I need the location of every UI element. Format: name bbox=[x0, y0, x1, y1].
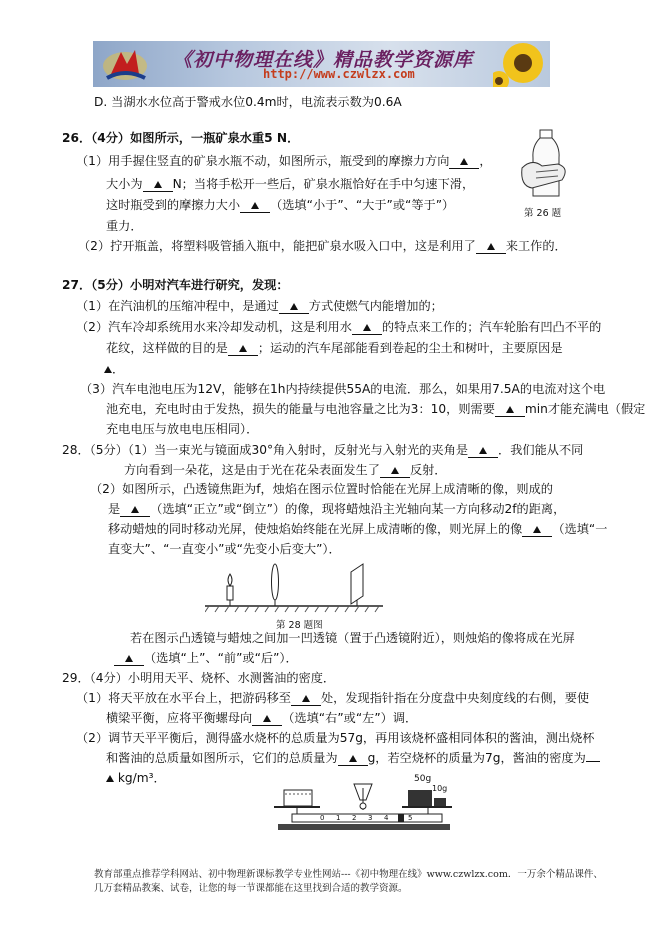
triangle-icon bbox=[363, 324, 371, 331]
answer-blank bbox=[252, 712, 282, 726]
q25-option-d: D. 当湖水水位高于警戒水位0.4m时，电流表示数为0.6A bbox=[94, 95, 402, 109]
q27-line3: 花纹，这样做的目的是 ；运动的汽车尾部能看到卷起的尘土和树叶，主要原因是 bbox=[106, 341, 563, 355]
triangle-icon bbox=[302, 695, 310, 702]
triangle-icon bbox=[154, 181, 162, 188]
q27-line2: （2）汽车冷却系统用水来冷却发动机，这是利用水 的特点来工作的；汽车轮胎有凹凸不平的 bbox=[76, 320, 602, 334]
q27-line4: ． bbox=[104, 361, 124, 377]
q26-line5: （2）拧开瓶盖，将塑料吸管插入瓶中，能把矿泉水吸入口中，这是利用了 来工作的． bbox=[78, 239, 567, 253]
header-banner bbox=[93, 41, 550, 87]
weight-50g-label: 50g bbox=[414, 774, 432, 784]
answer-blank bbox=[380, 464, 410, 478]
answer-blank bbox=[522, 523, 552, 537]
answer-blank bbox=[352, 321, 382, 335]
scale-tick-3: 3 bbox=[368, 814, 373, 822]
bottle-in-hand-figure bbox=[518, 128, 578, 206]
triangle-icon bbox=[106, 775, 114, 782]
triangle-icon bbox=[460, 158, 468, 165]
answer-blank bbox=[291, 692, 321, 706]
q29-line5: kg/m³． bbox=[106, 770, 166, 786]
triangle-icon bbox=[479, 447, 487, 454]
q26-figure-caption: 第 26 题 bbox=[524, 208, 562, 219]
q28-line1: 28．（5分）（1）当一束光与镜面成30°角入射时，反射光与入射光的夹角是 ．我们能从不同 bbox=[62, 443, 584, 457]
q26-heading: 26．（4分）如图所示，一瓶矿泉水重5 N． bbox=[62, 131, 300, 145]
q28-line6: 直变大”、“一直变小”或“先变小后变大”）． bbox=[108, 542, 341, 556]
triangle-icon bbox=[506, 406, 514, 413]
q28-line2: 方向看到一朵花，这是由于光在花朵表面发生了 反射． bbox=[124, 463, 447, 477]
answer-blank bbox=[279, 300, 309, 314]
banner-title: 《初中物理在线》精品教学资源库 bbox=[173, 49, 474, 71]
q29-line1: （1）将天平放在水平台上，把游码移至 处，发现指针指在分度盘中央刻度线的右侧，要使 bbox=[76, 691, 590, 705]
balance-figure bbox=[268, 776, 458, 836]
triangle-icon bbox=[125, 655, 133, 662]
answer-blank bbox=[228, 342, 258, 356]
site-logo-icon bbox=[101, 44, 149, 84]
q26-line4: 重力． bbox=[106, 219, 143, 233]
q28-line3: （2）如图所示，凸透镜焦距为f，烛焰在图示位置时恰能在光屏上成清晰的像，则成的 bbox=[90, 482, 553, 496]
triangle-icon bbox=[533, 526, 541, 533]
q27-line7: 充电电压与放电电压相同）． bbox=[106, 422, 259, 436]
triangle-icon bbox=[131, 506, 139, 513]
q28-line7: 若在图示凸透镜与蜡烛之间加一凹透镜（置于凸透镜附近），则烛焰的像将成在光屏 bbox=[130, 631, 575, 645]
q26-line1: （1）用手握住竖直的矿泉水瓶不动，如图所示，瓶受到的摩擦力方向 ， bbox=[76, 154, 492, 168]
q27-line6: 池充电，充电时由于发热，损失的能量与电池容量之比为3：10，则需要 min才能充满电（假定 bbox=[106, 402, 646, 416]
answer-blank bbox=[449, 155, 479, 169]
q29-heading: 29．（4分）小明用天平、烧杯、水测酱油的密度． bbox=[62, 671, 336, 685]
q27-heading: 27．（5分）小明对汽车进行研究，发现： bbox=[62, 278, 289, 292]
q27-line1: （1）在汽油机的压缩冲程中，是通过 方式使燃气内能增加的； bbox=[76, 299, 443, 313]
answer-blank bbox=[495, 403, 525, 417]
footer-line1: 教育部重点推荐学科网站、初中物理新课标教学专业性网站---《初中物理在线》www.czwlzx.com．一万余个精品课件、 bbox=[94, 869, 603, 880]
scale-tick-1: 1 bbox=[336, 814, 341, 822]
answer-blank bbox=[120, 503, 150, 517]
answer-blank bbox=[476, 240, 506, 254]
q29-line2: 横梁平衡，应将平衡螺母向 （选填“右”或“左”）调． bbox=[106, 711, 418, 725]
q26-line2: 大小为 N；当将手松开一些后，矿泉水瓶恰好在手中匀速下滑， bbox=[106, 177, 475, 191]
triangle-icon bbox=[263, 715, 271, 722]
triangle-icon bbox=[349, 755, 357, 762]
q26-line3: 这时瓶受到的摩擦力大小 （选填“小于”、“大于”或“等于”） bbox=[106, 198, 455, 212]
q28-line8: （选填“上”、“前”或“后”）． bbox=[114, 650, 298, 666]
q27-line5: （3）汽车电池电压为12V，能够在1h内持续提供55A的电流．那么，如果用7.5A的电流对这个电 bbox=[80, 382, 606, 396]
triangle-icon bbox=[104, 366, 112, 373]
answer-blank bbox=[338, 752, 368, 766]
q28-line4: 是 （选填“正立”或“倒立”）的像，现将蜡烛沿主光轴向某一方向移动2f的距离， bbox=[108, 502, 566, 516]
scale-tick-4: 4 bbox=[384, 814, 389, 822]
q28-figure-caption: 第 28 题图 bbox=[276, 620, 323, 631]
triangle-icon bbox=[487, 243, 495, 250]
footer-line2: 几万套精品教案、试卷，让您的每一节课都能在这里找到合适的教学资源。 bbox=[94, 883, 408, 894]
scale-tick-5: 5 bbox=[408, 814, 413, 822]
triangle-icon bbox=[290, 303, 298, 310]
optical-bench-figure bbox=[205, 560, 385, 616]
banner-url[interactable]: http://www.czwlzx.com bbox=[263, 67, 415, 81]
q29-line4: 和酱油的总质量如图所示，它们的总质量为 g，若空烧杯的质量为7g，酱油的密度为 bbox=[106, 750, 600, 766]
scale-tick-2: 2 bbox=[352, 814, 357, 822]
scale-tick-0: 0 bbox=[320, 814, 325, 822]
answer-blank bbox=[468, 444, 498, 458]
sunflower-icon bbox=[493, 41, 550, 87]
answer-blank bbox=[240, 199, 270, 213]
weight-10g-label: 10g bbox=[432, 784, 448, 793]
triangle-icon bbox=[239, 345, 247, 352]
answer-blank bbox=[114, 652, 144, 666]
triangle-icon bbox=[251, 202, 259, 209]
triangle-icon bbox=[391, 467, 399, 474]
q28-line5: 移动蜡烛的同时移动光屏，使烛焰始终能在光屏上成清晰的像，则光屏上的像 （选填“一 bbox=[108, 522, 608, 536]
q29-line3: （2）调节天平平衡后，测得盛水烧杯的总质量为57g，再用该烧杯盛相同体积的酱油，测出烧杯 bbox=[76, 731, 595, 745]
answer-blank bbox=[143, 178, 173, 192]
